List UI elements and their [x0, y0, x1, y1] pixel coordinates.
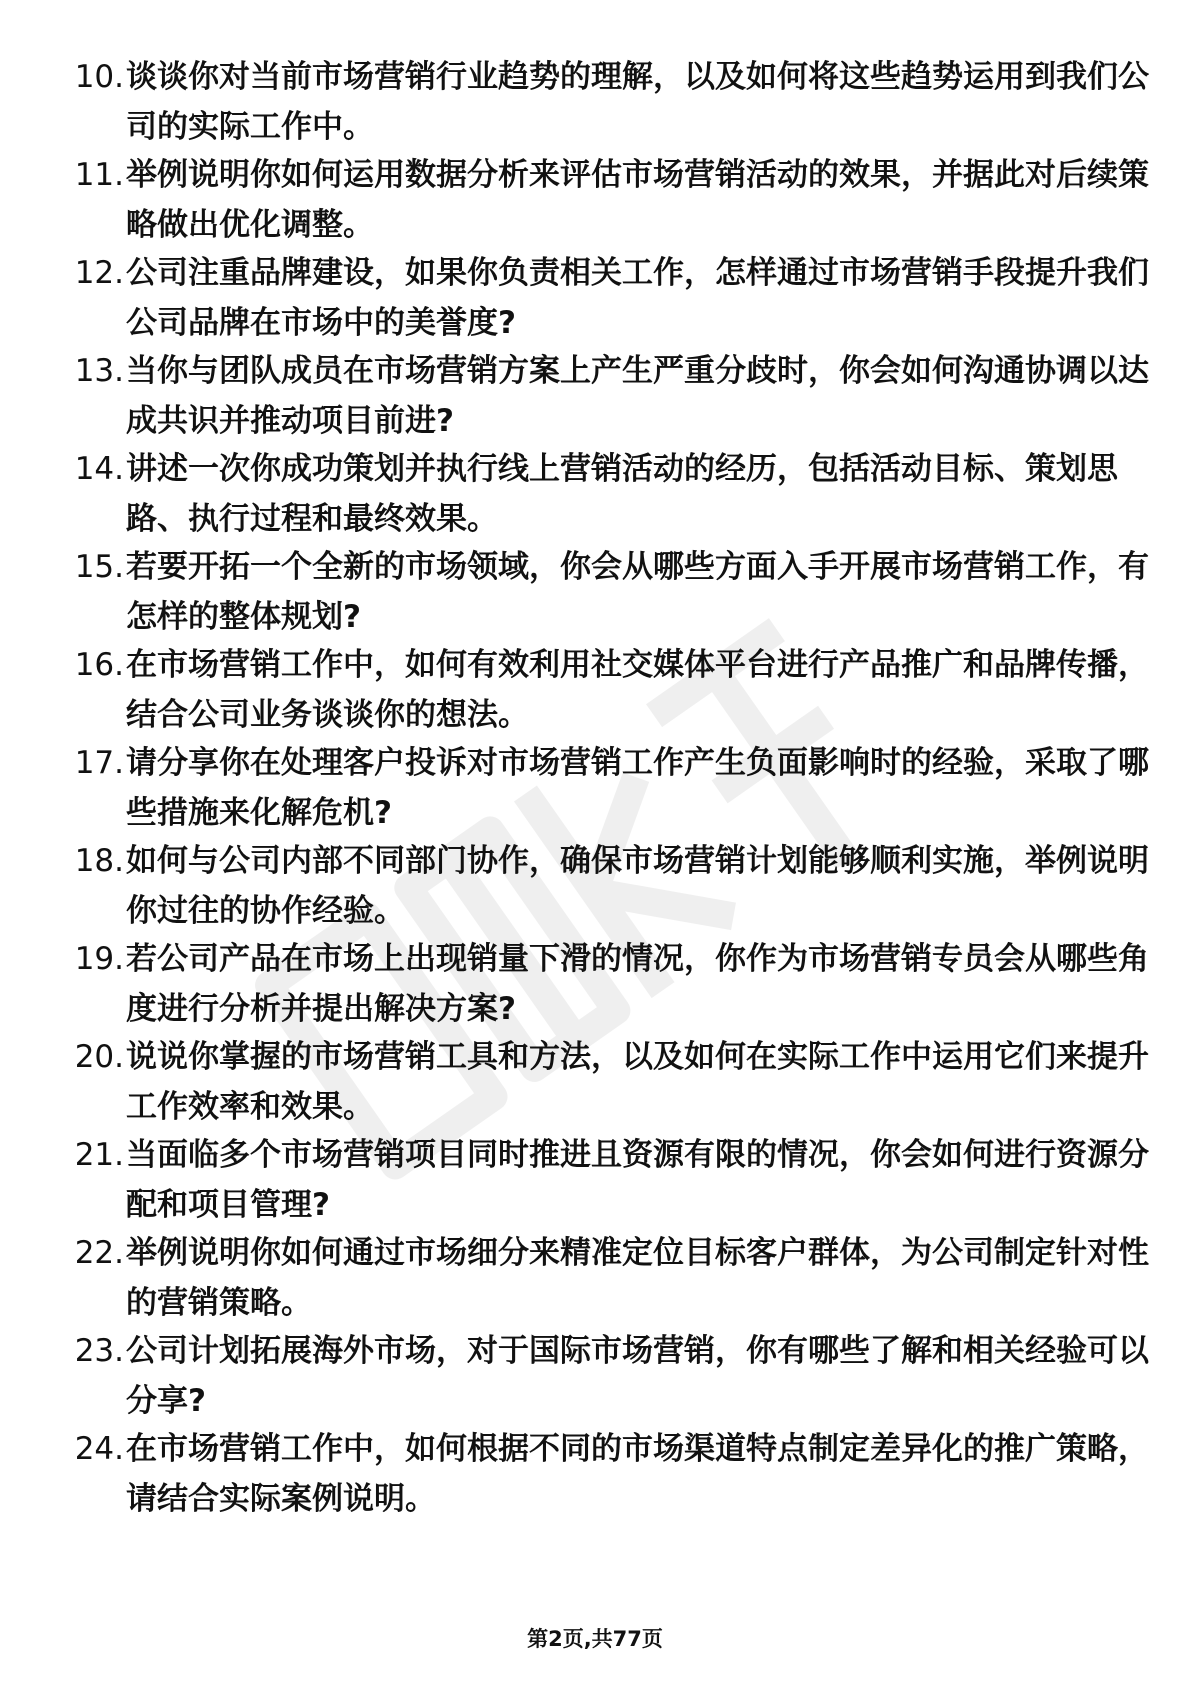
- question-text: 如何与公司内部不同部门协作，确保市场营销计划能够顺利实施，举例说明你过往的协作经验。: [126, 843, 1149, 929]
- list-item: [58, 738, 1149, 836]
- question-text: 在市场营销工作中，如何有效利用社交媒体平台进行产品推广和品牌传播，结合公司业务谈谈你的想法。: [126, 647, 1149, 733]
- question-number: 20.: [74, 1039, 124, 1075]
- question-number: 14.: [74, 451, 124, 487]
- question-number: 10.: [74, 59, 124, 95]
- question-text: 在市场营销工作中，如何根据不同的市场渠道特点制定差异化的推广策略，请结合实际案例说明。: [126, 1431, 1149, 1517]
- list-item: [58, 934, 1149, 1032]
- question-number: 24.: [74, 1431, 124, 1467]
- question-list: [58, 52, 1149, 1522]
- list-item: [58, 1326, 1149, 1424]
- list-item: [58, 836, 1149, 934]
- question-text: 若要开拓一个全新的市场领域，你会从哪些方面入手开展市场营销工作，有怎样的整体规划?: [126, 549, 1149, 635]
- question-text: 谈谈你对当前市场营销行业趋势的理解，以及如何将这些趋势运用到我们公司的实际工作中。: [126, 59, 1149, 145]
- question-text: 公司计划拓展海外市场，对于国际市场营销，你有哪些了解和相关经验可以分享?: [126, 1333, 1149, 1419]
- question-number: 12.: [74, 255, 124, 291]
- list-item: [58, 1130, 1149, 1228]
- question-number: 11.: [74, 157, 124, 193]
- question-text: 讲述一次你成功策划并执行线上营销活动的经历，包括活动目标、策划思路、执行过程和最终效果。: [126, 451, 1118, 537]
- question-text: 请分享你在处理客户投诉对市场营销工作产生负面影响时的经验，采取了哪些措施来化解危机?: [126, 745, 1149, 831]
- question-number: 15.: [74, 549, 124, 585]
- page-number: 第2页,共77页: [527, 1627, 663, 1651]
- list-item: [58, 444, 1118, 542]
- list-item: [58, 1032, 1149, 1130]
- list-item: [58, 248, 1149, 346]
- list-item: [58, 346, 1149, 444]
- question-number: 22.: [74, 1235, 124, 1271]
- question-number: 17.: [74, 745, 124, 781]
- question-number: 19.: [74, 941, 124, 977]
- question-text: 当面临多个市场营销项目同时推进且资源有限的情况，你会如何进行资源分配和项目管理?: [126, 1137, 1149, 1223]
- question-text: 当你与团队成员在市场营销方案上产生严重分歧时，你会如何沟通协调以达成共识并推动项目前进?: [126, 353, 1149, 439]
- question-number: 18.: [74, 843, 124, 879]
- question-number: 16.: [74, 647, 124, 683]
- list-item: [58, 542, 1149, 640]
- list-item: [58, 52, 1149, 150]
- question-text: 举例说明你如何运用数据分析来评估市场营销活动的效果，并据此对后续策略做出优化调整。: [126, 157, 1149, 243]
- question-number: 23.: [74, 1333, 124, 1369]
- list-item: [58, 640, 1149, 738]
- question-text: 若公司产品在市场上出现销量下滑的情况，你作为市场营销专员会从哪些角度进行分析并提出解决方案?: [126, 941, 1149, 1027]
- question-number: 13.: [74, 353, 124, 389]
- question-text: 举例说明你如何通过市场细分来精准定位目标客户群体，为公司制定针对性的营销策略。: [126, 1235, 1149, 1321]
- list-item: [58, 1228, 1149, 1326]
- list-item: [58, 150, 1149, 248]
- question-text: 说说你掌握的市场营销工具和方法，以及如何在实际工作中运用它们来提升工作效率和效果。: [126, 1039, 1149, 1125]
- list-item: [58, 1424, 1149, 1522]
- question-text: 公司注重品牌建设，如果你负责相关工作，怎样通过市场营销手段提升我们公司品牌在市场中的美誉度?: [126, 255, 1149, 341]
- question-number: 21.: [74, 1137, 124, 1173]
